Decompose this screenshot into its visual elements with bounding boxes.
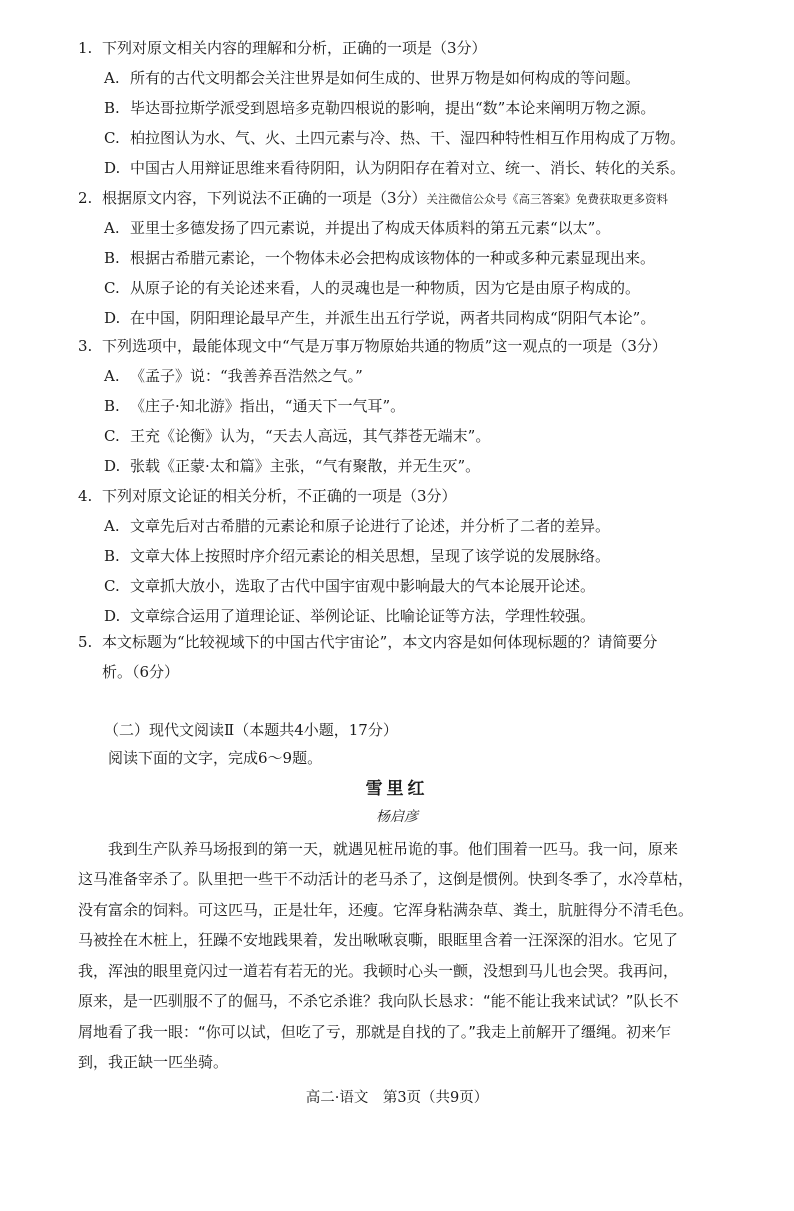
option-letter: C.	[104, 427, 120, 445]
option-letter: D.	[104, 607, 121, 625]
option-letter: A.	[104, 517, 120, 535]
q1-option-d	[104, 153, 685, 183]
question-5-stem	[78, 627, 657, 657]
q1-option-c	[104, 123, 685, 153]
question-5-continuation: 析。（6分）	[102, 663, 180, 681]
option-letter: D.	[104, 159, 121, 177]
option-text: 文章大体上按照时序介绍元素论的相关思想，呈现了该学说的发展脉络。	[130, 547, 611, 565]
question-number: 4.	[78, 487, 93, 505]
q3-option-d	[104, 451, 480, 481]
option-letter: D.	[104, 309, 121, 327]
option-letter: A.	[104, 69, 120, 87]
option-text: 《孟子》说：“我善养吾浩然之气。”	[130, 367, 363, 385]
q2-option-c	[104, 273, 640, 303]
story-line: 到，我正缺一匹坐骑。	[78, 1053, 229, 1071]
option-letter: B.	[104, 249, 120, 267]
q4-option-c	[104, 571, 595, 601]
q4-option-b	[104, 541, 610, 571]
question-number: 1.	[78, 39, 93, 57]
option-text: 毕达哥拉斯学派受到恩培多克勒四根说的影响，提出“数”本论来阐明万物之源。	[130, 99, 656, 117]
question-text: 下列选项中，最能体现文中“气是万事万物原始共通的物质”这一观点的一项是（3分）	[102, 337, 667, 355]
option-text: 根据古希腊元素论，一个物体未必会把构成该物体的一种或多种元素显现出来。	[130, 249, 656, 267]
option-letter: C.	[104, 577, 120, 595]
story-line: 马被拴在木桩上，狂躁不安地践果着，发出啾啾哀嘶，眼眶里含着一汪深深的泪水。它见了	[78, 931, 679, 949]
option-letter: C.	[104, 129, 120, 147]
q3-option-a	[104, 361, 363, 391]
question-text: 下列对原文相关内容的理解和分析，正确的一项是（3分）	[102, 39, 487, 57]
option-text: 王充《论衡》认为，“天去人高远，其气莽苍无端末”。	[130, 427, 491, 445]
section-instruction: 阅读下面的文字，完成6～9题。	[108, 749, 323, 767]
option-text: 张载《正蒙·太和篇》主张，“气有聚散，并无生灭”。	[130, 457, 481, 475]
question-text: 根据原文内容，下列说法不正确的一项是（3分）	[102, 189, 427, 207]
story-line: 我，浑浊的眼里竟闪过一道若有若无的光。我顿时心头一颤，没想到马儿也会哭。我再问，	[78, 962, 679, 980]
option-letter: C.	[104, 279, 120, 297]
story-line: 我到生产队养马场报到的第一天，就遇见桩吊诡的事。他们围着一匹马。我一问，原来	[78, 840, 679, 858]
question-text: 下列对原文论证的相关分析，不正确的一项是（3分）	[102, 487, 457, 505]
option-text: 在中国，阴阳理论最早产生，并派生出五行学说，两者共同构成“阴阳气本论”。	[130, 309, 656, 327]
option-text: 亚里士多德发扬了四元素说，并提出了构成天体质料的第五元素“以太”。	[130, 219, 611, 237]
watermark-note: 关注微信公众号《高三答案》免费获取更多资料	[426, 192, 669, 206]
option-text: 柏拉图认为水、气、火、土四元素与冷、热、干、湿四种特性相互作用构成了万物。	[130, 129, 686, 147]
question-2-stem	[78, 183, 668, 214]
option-letter: B.	[104, 99, 120, 117]
question-number: 2.	[78, 189, 93, 207]
q3-option-c	[104, 421, 490, 451]
story-line: 屑地看了我一眼：“你可以试，但吃了亏，那就是自找的了。”我走上前解开了缰绳。初来乍	[78, 1023, 672, 1041]
question-number: 3.	[78, 337, 93, 355]
option-text: 《庄子·知北游》指出，“通天下一气耳”。	[130, 397, 406, 415]
option-text: 文章综合运用了道理论证、举例论证、比喻论证等方法，学理性较强。	[130, 607, 596, 625]
question-number: 5.	[78, 633, 93, 651]
question-text: 本文标题为“比较视域下的中国古代宇宙论”，本文内容是如何体现标题的？请简要分	[102, 633, 658, 651]
q1-option-a	[104, 63, 640, 93]
option-text: 从原子论的有关论述来看，人的灵魂也是一种物质，因为它是由原子构成的。	[130, 279, 641, 297]
option-letter: A.	[104, 367, 120, 385]
q2-option-a	[104, 213, 610, 243]
option-text: 文章抓大放小，选取了古代中国宇宙观中影响最大的气本论展开论述。	[130, 577, 596, 595]
option-text: 中国古人用辩证思维来看待阴阳，认为阴阳存在着对立、统一、消长、转化的关系。	[130, 159, 686, 177]
q2-option-d	[104, 303, 655, 333]
story-title: 雪里红	[365, 779, 429, 799]
q2-option-b	[104, 243, 655, 273]
q3-option-b	[104, 391, 405, 421]
option-letter: B.	[104, 547, 120, 565]
story-line: 这马准备宰杀了。队里把一些干不动活计的老马杀了，这倒是惯例。快到冬季了，水冷草枯，	[78, 870, 694, 888]
option-letter: B.	[104, 397, 120, 415]
option-letter: A.	[104, 219, 120, 237]
option-text: 文章先后对古希腊的元素论和原子论进行了论述，并分析了二者的差异。	[130, 517, 611, 535]
question-3-stem	[78, 331, 667, 361]
question-1-stem	[78, 33, 487, 63]
page-footer: 高二·语文 第3页（共9页）	[305, 1090, 489, 1106]
story-author: 杨启彦	[376, 809, 418, 825]
question-4-stem	[78, 481, 457, 511]
option-text: 所有的古代文明都会关注世界是如何生成的、世界万物是如何构成的等问题。	[130, 69, 641, 87]
story-line: 没有富余的饲料。可这匹马，正是壮年，还瘦。它浑身粘满杂草、粪土，肮脏得分不清毛色。	[78, 901, 694, 919]
section-heading: （二）现代文阅读Ⅱ（本题共4小题，17分）	[104, 721, 398, 739]
option-letter: D.	[104, 457, 121, 475]
q4-option-a	[104, 511, 610, 541]
q1-option-b	[104, 93, 655, 123]
story-line: 原来，是一匹驯服不了的倔马，不杀它杀谁？我向队长恳求：“能不能让我来试试？”队长不	[78, 992, 679, 1010]
